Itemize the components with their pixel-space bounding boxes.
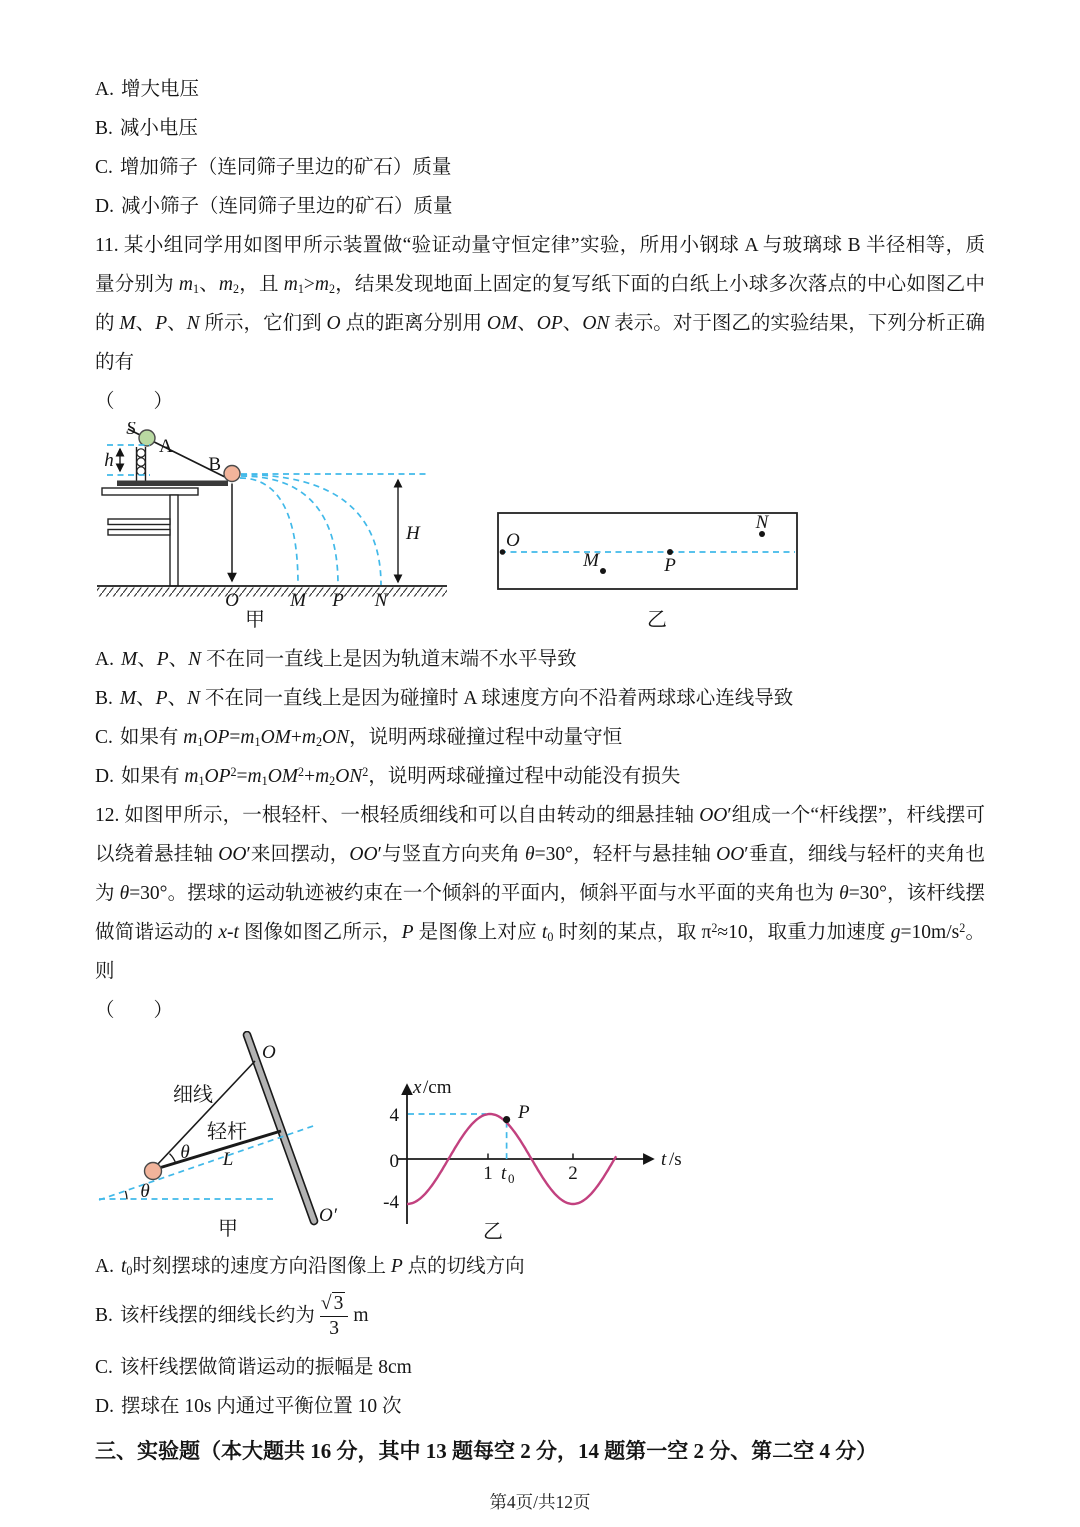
label-s: S (126, 422, 136, 439)
option-label: D. (95, 196, 114, 217)
option-row (95, 148, 985, 187)
option-row (95, 679, 985, 718)
option-label: D. (95, 1395, 114, 1417)
option-label: D. (95, 766, 114, 787)
paper-label-n: N (755, 512, 769, 533)
label-rod: 轻杆 (207, 1121, 247, 1143)
section-header: 三、实验题（本大题共 16 分，其中 13 题每空 2 分，14 题第一空 2 分、第二空 4 分） (95, 1438, 878, 1463)
x-axis-var: t (661, 1149, 667, 1170)
page-footer: 第4页/共12页 (489, 1492, 591, 1512)
option-row (95, 70, 985, 109)
label-h: h (104, 450, 114, 471)
question-11-answer-blank: （ ） (95, 391, 174, 412)
option-text: 如果有 $m_1OP^2=m_1OM^2+m_2ON^2$，说明两球碰撞过程中动能没有损失 (120, 764, 681, 789)
label-p: P (332, 590, 344, 611)
option-row (95, 1247, 985, 1286)
pendulum-ball (145, 1163, 162, 1180)
label-string: 细线 (173, 1084, 213, 1106)
option-row (95, 1348, 985, 1387)
option-label: C. (95, 157, 113, 178)
option-text: $t_0$时刻摆球的速度方向沿图像上 P 点的切线方向 (120, 1256, 525, 1279)
y-axis-unit: /cm (423, 1077, 452, 1098)
paper-label-m: M (583, 550, 599, 571)
label-b: B (208, 454, 221, 475)
option-label: A. (95, 649, 114, 670)
option-label: A. (95, 79, 114, 100)
option-label: C. (95, 727, 113, 748)
y-axis-var: x (413, 1077, 422, 1098)
option-text: 增加筛子（连同筛子里边的矿石）质量 (119, 157, 452, 178)
string-line (157, 1061, 255, 1165)
option-text: 如果有 $m_1OP=m_1OM+m_2ON$，说明两球碰撞过程中动量守恒 (119, 727, 623, 750)
x-axis-unit: /s (669, 1149, 682, 1170)
point-P (503, 1116, 510, 1123)
question-11-figure (95, 422, 985, 636)
option-text: 减小电压 (119, 118, 198, 139)
label-o-top: O (262, 1042, 276, 1063)
option-text: 该杆线摆做简谐运动的振幅是 8cm (119, 1356, 412, 1378)
option-row (95, 109, 985, 148)
ground (97, 586, 447, 597)
trajectory-curves (240, 474, 427, 585)
paper-label-p: P (664, 555, 676, 576)
option-label: B. (95, 1304, 113, 1326)
option-text: 摆球在 10s 内通过平衡位置 10 次 (120, 1395, 402, 1417)
option-label: C. (95, 1356, 113, 1378)
recording-paper (498, 513, 797, 589)
option-row (95, 757, 985, 796)
option-label: B. (95, 688, 113, 709)
option-row (95, 1286, 985, 1348)
label-t0-sub: 0 (508, 1171, 515, 1186)
option-text: M、P、N 不在同一直线上是因为碰撞时 A 球速度方向不沿着两球球心连线导致 (119, 688, 794, 709)
table (102, 481, 228, 587)
ball-b (224, 466, 240, 482)
question-11-stem: 11. 某小组同学用如图甲所示装置做“验证动量守恒定律”实验，所用小钢球 A 与玻璃球 B 半径相等，质量分别为 $m_1$、$m_2$，且 $m_1>m_2$，结果发现地面上固定的复写纸下面的白纸上小球多次落点的中心如图乙中的 M、P、N 所示，它们到 O 点的距离分别用 OM、OP、ON 表示。对于图乙的实验结果，下列分析正确的有 (95, 235, 985, 373)
theta-arc-bottom (125, 1191, 127, 1199)
ytick-0: 0 (389, 1151, 399, 1172)
option-row (95, 718, 985, 757)
xtick-2: 2 (568, 1163, 578, 1184)
option-row (95, 187, 985, 226)
option-text: 增大电压 (120, 79, 199, 100)
option-text: 减小筛子（连同筛子里边的矿石）质量 (120, 196, 453, 217)
xtick-1: 1 (483, 1163, 493, 1184)
option-row (95, 1387, 985, 1426)
option-label: A. (95, 1256, 114, 1277)
label-o: O (225, 590, 239, 611)
option-label: B. (95, 118, 113, 139)
theta-arc-top (170, 1154, 176, 1164)
label-H: H (406, 523, 420, 544)
label-P: P (518, 1102, 530, 1123)
question-12-stem: 12. 如图甲所示，一根轻杆、一根轻质细线和可以自由转动的细悬挂轴 OO′组成一个“杆线摆”，杆线摆可以绕着悬挂轴 OO′来回摆动，OO′与竖直方向夹角 θ=30°，轻杆与悬挂轴 OO′垂直，细线与轻杆的夹角也为 θ=30°。摆球的运动轨迹被约束在一个倾斜的平面内，倾斜平面与水平面的夹角也为 θ=30°，该杆线摆做简谐运动的 x-t 图像如图乙所示，P 是图像上对应 $t_0$ 时刻的某点，取 $\pi^2\approx 10$，取重力加速度 $g=10m/s^2$。则 (95, 805, 986, 982)
label-n: N (374, 590, 388, 611)
paper-label-o: O (506, 530, 520, 551)
label-a: A (159, 436, 173, 457)
ytick-neg4: -4 (383, 1192, 399, 1213)
suspension-axis-rod (247, 1035, 314, 1221)
caption-jia: 甲 (218, 1218, 238, 1240)
label-theta-top: θ (180, 1142, 190, 1163)
option-text: M、P、N 不在同一直线上是因为轨道末端不水平导致 (120, 649, 577, 670)
option-row (95, 640, 985, 679)
caption-jia: 甲 (245, 609, 265, 631)
label-o-prime: O′ (319, 1205, 337, 1226)
ytick-4: 4 (389, 1105, 399, 1126)
label-t0: t (501, 1163, 507, 1184)
caption-yi: 乙 (647, 609, 667, 631)
label-L: L (222, 1149, 234, 1170)
label-m: M (290, 590, 306, 611)
ball-a (139, 430, 155, 446)
question-12-figure (95, 1031, 985, 1243)
question-12-answer-blank: （ ） (95, 1000, 174, 1021)
xt-graph-guides (408, 1114, 507, 1159)
label-theta-bottom: θ (140, 1181, 150, 1202)
option-text: 该杆线摆的细线长约为 $\frac{√ 3}{3}$ m (119, 1293, 369, 1340)
caption-yi: 乙 (483, 1221, 503, 1243)
